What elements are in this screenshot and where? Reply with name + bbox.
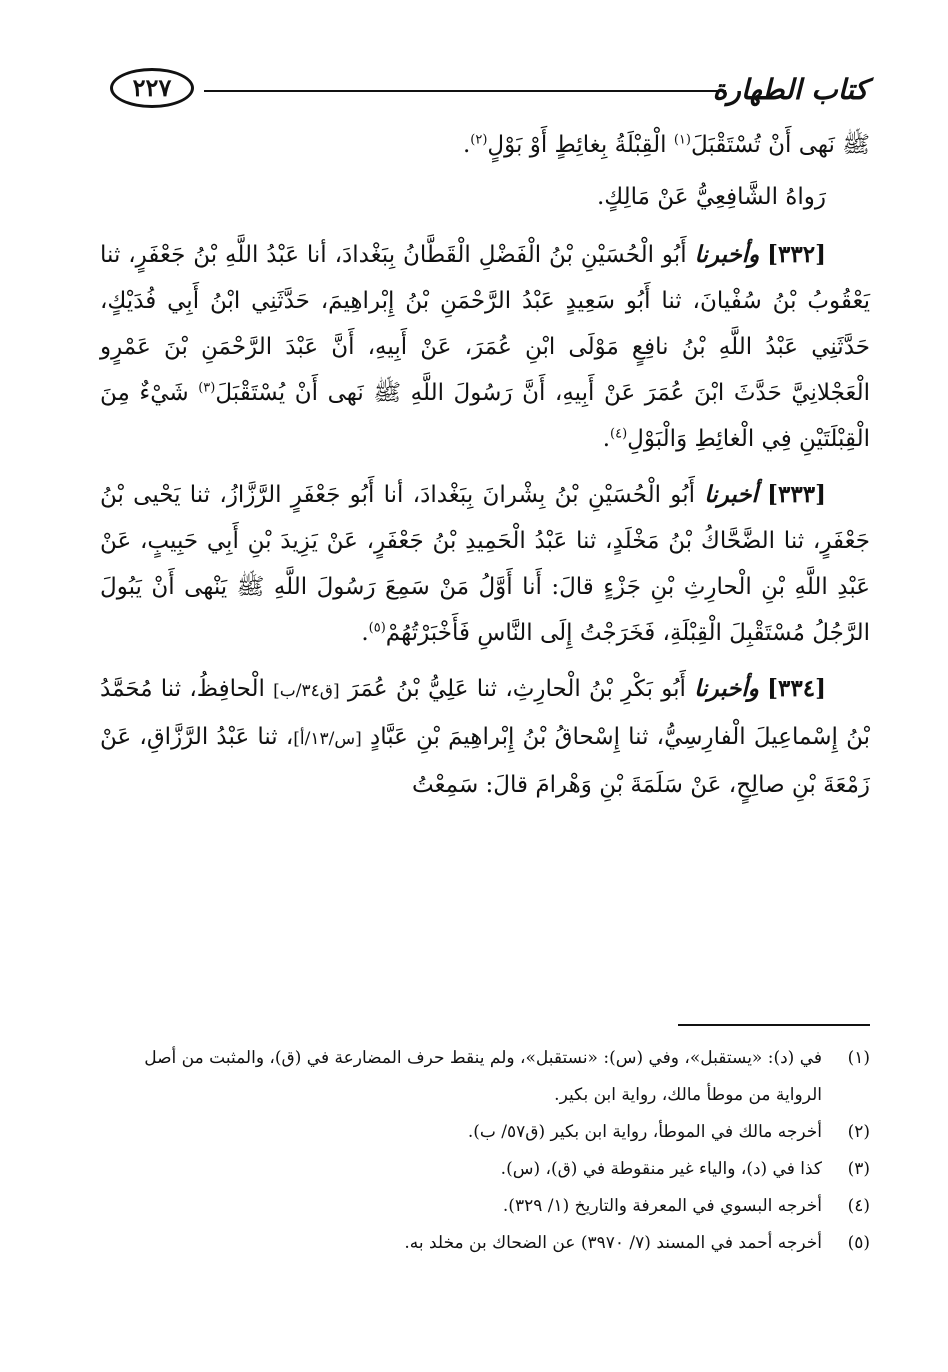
hadith-lead-word: أخبرنا bbox=[704, 481, 758, 508]
hadith-334 bbox=[100, 666, 870, 808]
footnote-item bbox=[100, 1114, 870, 1151]
continuation-paragraph bbox=[100, 122, 870, 168]
footnote-number: (٤) bbox=[847, 1196, 870, 1216]
footnote-item bbox=[100, 1188, 870, 1225]
footnote-number: (٢) bbox=[847, 1122, 870, 1142]
hadith-text: أَبُو الْحُسَيْنِ بْنُ الْفَضْلِ الْقَطَّانُ بِبَغْدادَ، أنا عَبْدُ اللَّهِ بْنُ جَعْفَرٍ، ثنا يَعْقُوبُ بْنُ سُفْيانَ، ثنا أَبُو سَعِيدٍ عَبْدُ الرَّحْمَنِ بْنُ إِبْراهِيمَ، حَدَّثَنِي ابْنُ أَبِي فُدَيْكٍ، حَدَّثَنِي عَبْدُ اللَّهِ بْنُ نافِعٍ مَوْلَى ابْنِ عُمَرَ، عَنْ أَبِيهِ، أَنَّ عَبْدَ الرَّحْمَنِ بْنَ عَمْرٍو الْعَجْلانِيَّ حَدَّثَ ابْنَ عُمَرَ عَنْ أَبِيهِ، أَنَّ رَسُولَ اللَّهِ ﷺ نَهى أَنْ يُسْتَقْبَلَ bbox=[100, 242, 870, 406]
manuscript-reference: [س/١٣/أ] bbox=[293, 729, 362, 749]
hadith-number: [٣٣٤] bbox=[767, 675, 826, 702]
footnote-separator bbox=[678, 1024, 870, 1026]
hadith-text: الْحافِظُ، ثنا مُحَمَّدُ بْنُ إِسْماعِيلَ الْفارِسِيُّ، ثنا إِسْحاقُ بْنُ إِبْراهِيمَ بْنِ عَبَّادٍ bbox=[100, 676, 871, 750]
footnote-marker: (٣) bbox=[198, 380, 216, 396]
footnotes bbox=[100, 1040, 870, 1262]
narration-note: رَواهُ الشَّافِعِيُّ عَنْ مَالِكٍ. bbox=[596, 184, 826, 210]
paragraph-text: . bbox=[462, 132, 471, 158]
footnote-item bbox=[100, 1151, 870, 1188]
footnote-number: (٥) bbox=[847, 1233, 870, 1253]
footnote-marker: (٤) bbox=[610, 426, 628, 442]
hadith-text: أَبُو بَكْرِ بْنُ الْحارِثِ، ثنا عَلِيُّ بْنُ عُمَرَ bbox=[339, 676, 695, 702]
footnote-text: أخرجه أحمد في المسند (٧/ ٣٩٧٠) عن الضحاك بن مخلد به. bbox=[404, 1233, 822, 1253]
paragraph-text: ﷺ نَهى أَنْ تُسْتَقْبَلَ bbox=[690, 132, 870, 158]
book-title: كتاب الطهارة bbox=[712, 73, 868, 106]
footnote-text: أخرجه مالك في الموطأ، رواية ابن بكير (ق٥٧/ ب). bbox=[467, 1122, 822, 1142]
header-rule bbox=[204, 90, 726, 92]
hadith-332 bbox=[100, 232, 870, 462]
footnote-number: (٣) bbox=[847, 1159, 870, 1179]
footnote-number: (١) bbox=[847, 1048, 870, 1068]
hadith-text: شَيْءٌ مِنَ الْقِبْلَتَيْنِ فِي الْغائِطِ وَالْبَوْلِ bbox=[100, 380, 870, 452]
paragraph-text: الْقِبْلَةُ بِغائِطٍ أَوْ بَوْلٍ bbox=[487, 132, 674, 158]
main-text bbox=[100, 122, 870, 818]
footnote-text: في (د): «يستقبل»، وفي (س): «نستقبل»، ولم ينقط حرف المضارعة في (ق)، والمثبت من أصل الرواية من موطأ مالك، رواية ابن بكير. bbox=[144, 1048, 822, 1105]
hadith-lead-word: وأخبرنا bbox=[694, 241, 760, 268]
manuscript-reference: [ق٣٤/ب] bbox=[273, 681, 340, 701]
hadith-333 bbox=[100, 472, 870, 656]
footnote-text: كذا في (د)، والياء غير منقوطة في (ق)، (س). bbox=[500, 1159, 822, 1179]
hadith-text: . bbox=[361, 620, 369, 646]
hadith-lead-word: وأخبرنا bbox=[694, 675, 759, 702]
hadith-number: [٣٣٣] bbox=[767, 481, 826, 508]
hadith-text: أَبُو الْحُسَيْنِ بْنُ بِشْرانَ بِبَغْدادَ، أنا أَبُو جَعْفَرٍ الرَّزَّازُ، ثنا يَحْيى بْنُ جَعْفَرٍ، ثنا الضَّحَّاكُ بْنُ مَخْلَدٍ، ثنا عَبْدُ الْحَمِيدِ بْنُ جَعْفَرٍ، عَنْ يَزِيدَ بْنِ أَبِي حَبِيبٍ، عَنْ عَبْدِ اللَّهِ بْنِ الْحارِثِ بْنِ جَزْءٍ قالَ: أَنا أَوَّلُ مَنْ سَمِعَ رَسُولَ اللَّهِ ﷺ يَنْهى أَنْ يَبُولَ الرَّجُلُ مُسْتَقْبِلَ الْقِبْلَةِ، فَخَرَجْتُ إِلَى النَّاسِ فَأَخْبَرْتُهُمْ bbox=[100, 482, 870, 646]
hadith-text: ، ثنا عَبْدُ الرَّزَّاقِ، عَنْ زَمْعَةَ بْنِ صالِحٍ، عَنْ سَلَمَةَ بْنِ وَهْرامَ قالَ: سَمِعْتُ bbox=[100, 724, 870, 798]
footnote-item bbox=[100, 1040, 870, 1114]
hadith-number: [٣٣٢] bbox=[767, 241, 826, 268]
footnote-marker: (٥) bbox=[368, 620, 386, 636]
footnote-item bbox=[100, 1225, 870, 1262]
page-number: ٢٢٧ bbox=[110, 68, 194, 108]
page-header bbox=[110, 66, 868, 118]
footnote-marker: (٢) bbox=[470, 132, 488, 148]
hadith-text: . bbox=[602, 426, 610, 452]
footnote-marker: (١) bbox=[673, 132, 691, 148]
footnote-text: أخرجه البسوي في المعرفة والتاريخ (١/ ٣٢٩). bbox=[502, 1196, 822, 1216]
